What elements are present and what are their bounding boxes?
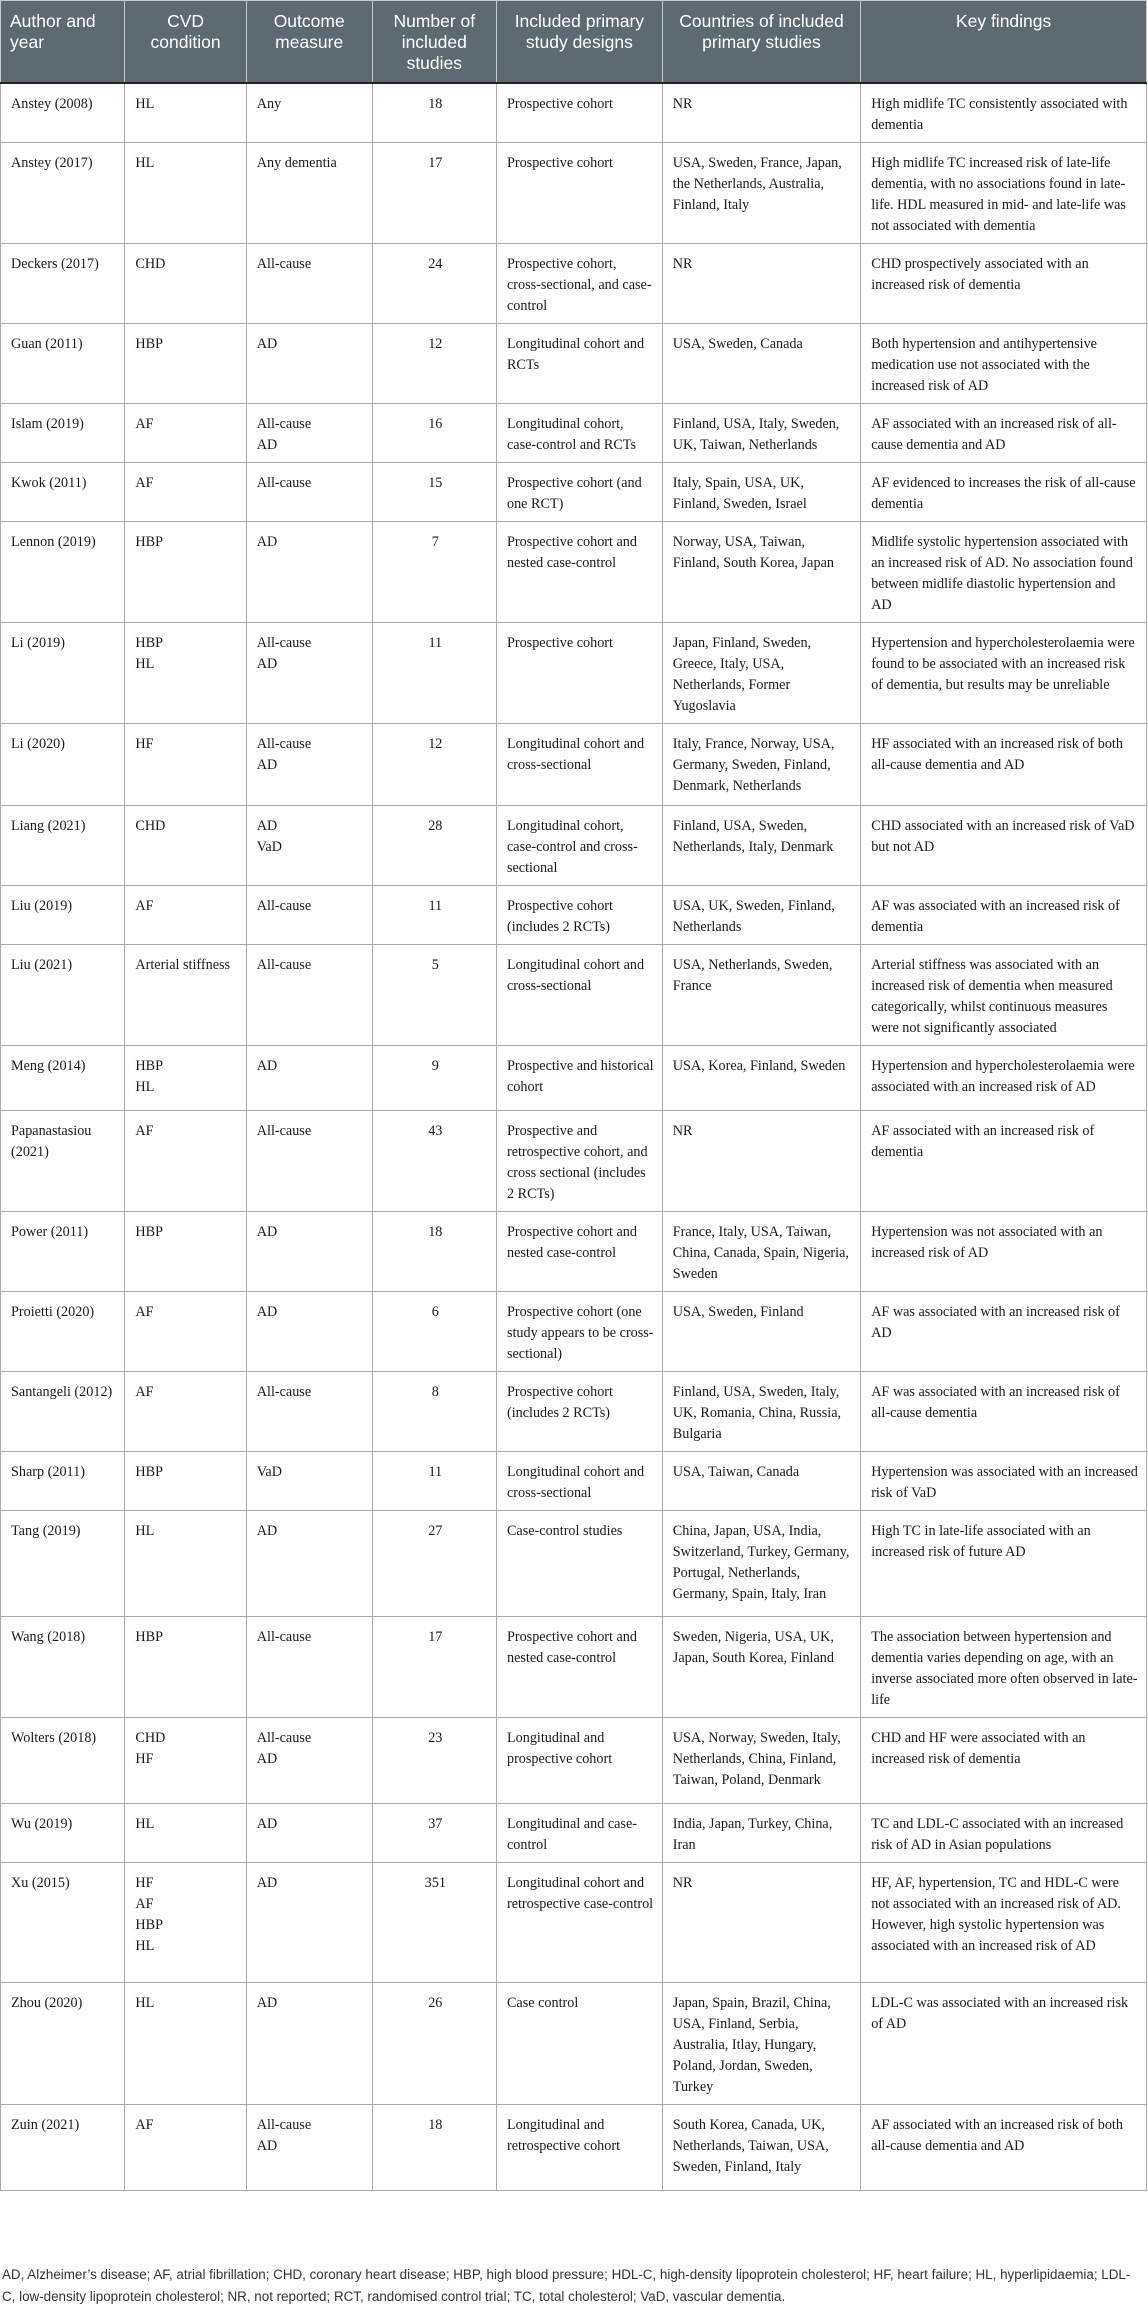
cell-key-findings: AF associated with an increased risk of dementia xyxy=(861,1111,1147,1212)
cell-key-findings: CHD associated with an increased risk of VaD but not AD xyxy=(861,806,1147,886)
cell-outcome-measure xyxy=(246,83,372,143)
cell-author-year: Liu (2019) xyxy=(1,886,125,945)
cell-countries: USA, Sweden, France, Japan, the Netherlands, Australia, Finland, Italy xyxy=(662,143,860,244)
table-row xyxy=(1,1212,1147,1292)
cell-study-designs: Prospective cohort xyxy=(496,143,662,244)
cell-countries: NR xyxy=(662,83,860,143)
cell-cvd-condition xyxy=(125,324,246,404)
cell-number-of-studies: 5 xyxy=(372,945,496,1046)
cell-author-year: Tang (2019) xyxy=(1,1511,125,1617)
table-row xyxy=(1,1292,1147,1372)
cell-cvd-condition-line: AF xyxy=(135,898,154,914)
cell-number-of-studies: 43 xyxy=(372,1111,496,1212)
table-row xyxy=(1,1617,1147,1718)
cell-key-findings: Hypertension and hypercholesterolaemia were associated with an increased risk of AD xyxy=(861,1046,1147,1111)
cell-key-findings: AF was associated with an increased risk of AD xyxy=(861,1292,1147,1372)
cell-cvd-condition-line: HBP xyxy=(135,336,163,352)
cell-number-of-studies: 17 xyxy=(372,143,496,244)
cell-outcome-measure xyxy=(246,463,372,522)
cell-study-designs: Longitudinal cohort and RCTs xyxy=(496,324,662,404)
cell-number-of-studies: 6 xyxy=(372,1292,496,1372)
table-row xyxy=(1,724,1147,806)
cell-cvd-condition xyxy=(125,1046,246,1111)
cell-outcome-measure xyxy=(246,2105,372,2191)
cell-author-year: Anstey (2017) xyxy=(1,143,125,244)
cell-cvd-condition xyxy=(125,522,246,623)
cell-outcome-measure-line: Any xyxy=(256,96,282,112)
cell-key-findings: HF, AF, hypertension, TC and HDL-C were not associated with an increased risk of AD. However, high systolic hypertension was associated with an increased risk of AD xyxy=(861,1863,1147,1983)
cell-outcome-measure xyxy=(246,623,372,724)
cell-study-designs: Case control xyxy=(496,1983,662,2105)
table-row xyxy=(1,324,1147,404)
cell-outcome-measure-line: AD xyxy=(256,1304,278,1320)
cell-cvd-condition xyxy=(125,1212,246,1292)
cell-outcome-measure xyxy=(246,324,372,404)
cell-cvd-condition-line: HL xyxy=(135,656,155,672)
cell-author-year: Liu (2021) xyxy=(1,945,125,1046)
cell-outcome-measure xyxy=(246,1983,372,2105)
cell-cvd-condition-line: AF xyxy=(135,2117,154,2133)
cell-key-findings: Both hypertension and antihypertensive medication use not associated with the increased risk of AD xyxy=(861,324,1147,404)
cell-author-year: Liang (2021) xyxy=(1,806,125,886)
cell-countries: USA, Netherlands, Sweden, France xyxy=(662,945,860,1046)
cell-outcome-measure-line: AD xyxy=(256,534,278,550)
cell-countries: NR xyxy=(662,1863,860,1983)
cell-countries: USA, Sweden, Finland xyxy=(662,1292,860,1372)
cell-author-year: Islam (2019) xyxy=(1,404,125,463)
cell-countries: USA, Norway, Sweden, Italy, Netherlands, China, Finland, Taiwan, Poland, Denmark xyxy=(662,1718,860,1804)
cell-cvd-condition xyxy=(125,1292,246,1372)
cell-key-findings: CHD and HF were associated with an increased risk of dementia xyxy=(861,1718,1147,1804)
cell-author-year: Li (2019) xyxy=(1,623,125,724)
cell-outcome-measure-line: AD xyxy=(256,1875,278,1891)
cell-cvd-condition-line: HF xyxy=(135,736,154,752)
cell-outcome-measure xyxy=(246,1372,372,1452)
cell-cvd-condition xyxy=(125,886,246,945)
cell-cvd-condition-line: CHD xyxy=(135,1730,166,1746)
cell-outcome-measure xyxy=(246,1804,372,1863)
cell-study-designs: Case-control studies xyxy=(496,1511,662,1617)
cell-study-designs: Longitudinal and retrospective cohort xyxy=(496,2105,662,2191)
cell-outcome-measure xyxy=(246,1511,372,1617)
header-countries: Countries of included primary studies xyxy=(662,1,860,84)
cell-outcome-measure-line: All-cause xyxy=(256,898,312,914)
cell-cvd-condition xyxy=(125,623,246,724)
cell-countries: Japan, Finland, Sweden, Greece, Italy, USA, Netherlands, Former Yugoslavia xyxy=(662,623,860,724)
cell-study-designs: Longitudinal cohort and cross-sectional xyxy=(496,945,662,1046)
cell-author-year: Kwok (2011) xyxy=(1,463,125,522)
table-row xyxy=(1,1804,1147,1863)
header-number-of-studies: Number of included studies xyxy=(372,1,496,84)
cell-study-designs: Prospective cohort xyxy=(496,623,662,724)
cell-study-designs: Prospective cohort and nested case-control xyxy=(496,522,662,623)
cell-outcome-measure xyxy=(246,404,372,463)
cell-number-of-studies: 37 xyxy=(372,1804,496,1863)
cell-number-of-studies: 15 xyxy=(372,463,496,522)
cell-cvd-condition xyxy=(125,1111,246,1212)
cell-countries: China, Japan, USA, India, Switzerland, Turkey, Germany, Portugal, Netherlands, Germany, Spain, Italy, Iran xyxy=(662,1511,860,1617)
cell-cvd-condition xyxy=(125,463,246,522)
cell-key-findings: Hypertension and hypercholesterolaemia were found to be associated with an increased risk of dementia, but results may be unreliable xyxy=(861,623,1147,724)
table-row xyxy=(1,143,1147,244)
cell-outcome-measure-line: AD xyxy=(256,1816,278,1832)
cell-countries: South Korea, Canada, UK, Netherlands, Taiwan, USA, Sweden, Finland, Italy xyxy=(662,2105,860,2191)
cell-outcome-measure-line: VaD xyxy=(256,1464,282,1480)
cell-author-year: Li (2020) xyxy=(1,724,125,806)
cell-number-of-studies: 26 xyxy=(372,1983,496,2105)
cell-countries: Italy, France, Norway, USA, Germany, Sweden, Finland, Denmark, Netherlands xyxy=(662,724,860,806)
table-row xyxy=(1,1983,1147,2105)
cell-countries: NR xyxy=(662,1111,860,1212)
cell-cvd-condition-line: HBP xyxy=(135,635,163,651)
cell-key-findings: Hypertension was not associated with an increased risk of AD xyxy=(861,1212,1147,1292)
cell-author-year: Santangeli (2012) xyxy=(1,1372,125,1452)
cell-outcome-measure-line: All-cause xyxy=(256,635,312,651)
cell-key-findings: High midlife TC consistently associated with dementia xyxy=(861,83,1147,143)
cell-cvd-condition xyxy=(125,724,246,806)
table-row xyxy=(1,1372,1147,1452)
cell-cvd-condition xyxy=(125,83,246,143)
cell-key-findings: AF associated with an increased risk of both all-cause dementia and AD xyxy=(861,2105,1147,2191)
cell-author-year: Proietti (2020) xyxy=(1,1292,125,1372)
cell-number-of-studies: 8 xyxy=(372,1372,496,1452)
cell-outcome-measure-line: AD xyxy=(256,1058,278,1074)
cell-outcome-measure-line: AD xyxy=(256,1995,278,2011)
cell-cvd-condition-line: AF xyxy=(135,1304,154,1320)
cell-countries: Finland, USA, Italy, Sweden, UK, Taiwan, Netherlands xyxy=(662,404,860,463)
cell-cvd-condition-line: HL xyxy=(135,155,155,171)
cell-cvd-condition-line: AF xyxy=(135,1384,154,1400)
cell-outcome-measure-line: All-cause xyxy=(256,416,312,432)
cell-cvd-condition-line: CHD xyxy=(135,256,166,272)
cell-key-findings: AF was associated with an increased risk of dementia xyxy=(861,886,1147,945)
cell-number-of-studies: 16 xyxy=(372,404,496,463)
cell-number-of-studies: 18 xyxy=(372,1212,496,1292)
cell-cvd-condition-line: HBP xyxy=(135,1224,163,1240)
cell-outcome-measure-line: All-cause xyxy=(256,475,312,491)
cell-number-of-studies: 28 xyxy=(372,806,496,886)
cell-countries: Norway, USA, Taiwan, Finland, South Korea, Japan xyxy=(662,522,860,623)
cell-key-findings: Midlife systolic hypertension associated with an increased risk of AD. No association found between midlife diastolic hypertension and AD xyxy=(861,522,1147,623)
cell-study-designs: Longitudinal cohort and cross-sectional xyxy=(496,1452,662,1511)
cell-key-findings: Hypertension was associated with an increased risk of VaD xyxy=(861,1452,1147,1511)
cell-author-year: Meng (2014) xyxy=(1,1046,125,1111)
table-footnote: AD, Alzheimer’s disease; AF, atrial fibrillation; CHD, coronary heart disease; HBP, high blood pressure; HDL-C, high-density lipoprotein cholesterol; HF, heart failure; HL, hyperlipidaemia; LDL-C, low-density lipoprotein cholesterol; NR, not reported; RCT, randomised control trial; TC, total cholesterol; VaD, vascular dementia. xyxy=(2,2267,1131,2304)
cell-outcome-measure xyxy=(246,1617,372,1718)
cell-key-findings: AF associated with an increased risk of all-cause dementia and AD xyxy=(861,404,1147,463)
cell-countries: Finland, USA, Sweden, Netherlands, Italy, Denmark xyxy=(662,806,860,886)
cell-cvd-condition-line: AF xyxy=(135,416,154,432)
cell-countries: NR xyxy=(662,244,860,324)
cell-number-of-studies: 27 xyxy=(372,1511,496,1617)
cell-outcome-measure xyxy=(246,522,372,623)
cell-countries: Finland, USA, Sweden, Italy, UK, Romania, China, Russia, Bulgaria xyxy=(662,1372,860,1452)
cell-outcome-measure-line: AD xyxy=(256,1224,278,1240)
cell-number-of-studies: 12 xyxy=(372,724,496,806)
table-header-row xyxy=(1,1,1147,84)
table-body xyxy=(1,83,1147,2191)
cell-outcome-measure-line: All-cause xyxy=(256,1123,312,1139)
cell-countries: India, Japan, Turkey, China, Iran xyxy=(662,1804,860,1863)
cell-cvd-condition xyxy=(125,143,246,244)
cell-outcome-measure-line: All-cause xyxy=(256,1629,312,1645)
cell-cvd-condition xyxy=(125,1718,246,1804)
table-row xyxy=(1,244,1147,324)
cell-study-designs: Longitudinal cohort and cross-sectional xyxy=(496,724,662,806)
cell-outcome-measure xyxy=(246,1212,372,1292)
cell-key-findings: LDL-C was associated with an increased risk of AD xyxy=(861,1983,1147,2105)
cell-key-findings: HF associated with an increased risk of both all-cause dementia and AD xyxy=(861,724,1147,806)
cell-countries: France, Italy, USA, Taiwan, China, Canada, Spain, Nigeria, Sweden xyxy=(662,1212,860,1292)
cell-number-of-studies: 11 xyxy=(372,623,496,724)
cell-study-designs: Prospective and retrospective cohort, and cross sectional (includes 2 RCTs) xyxy=(496,1111,662,1212)
cell-cvd-condition-line: HBP xyxy=(135,1917,163,1933)
cell-cvd-condition-line: HBP xyxy=(135,1629,163,1645)
table-row xyxy=(1,1452,1147,1511)
table-row xyxy=(1,404,1147,463)
cell-outcome-measure-line: AD xyxy=(256,437,278,453)
cell-author-year: Wang (2018) xyxy=(1,1617,125,1718)
cell-outcome-measure-line: All-cause xyxy=(256,1730,312,1746)
cell-outcome-measure-line: AD xyxy=(256,1751,278,1767)
cell-cvd-condition-line: HBP xyxy=(135,1464,163,1480)
cell-outcome-measure-line: VaD xyxy=(256,839,282,855)
cell-outcome-measure-line: AD xyxy=(256,757,278,773)
cell-outcome-measure-line: AD xyxy=(256,656,278,672)
cell-number-of-studies: 23 xyxy=(372,1718,496,1804)
cell-cvd-condition xyxy=(125,1863,246,1983)
table-row xyxy=(1,1718,1147,1804)
table-row xyxy=(1,945,1147,1046)
cell-outcome-measure-line: AD xyxy=(256,1523,278,1539)
cell-key-findings: High TC in late-life associated with an increased risk of future AD xyxy=(861,1511,1147,1617)
cell-key-findings: AF was associated with an increased risk of all-cause dementia xyxy=(861,1372,1147,1452)
cell-cvd-condition xyxy=(125,945,246,1046)
table-row xyxy=(1,1863,1147,1983)
cell-cvd-condition-line: AF xyxy=(135,1896,154,1912)
cell-outcome-measure xyxy=(246,143,372,244)
cell-author-year: Anstey (2008) xyxy=(1,83,125,143)
cell-outcome-measure xyxy=(246,1718,372,1804)
cell-study-designs: Prospective cohort, cross-sectional, and case-control xyxy=(496,244,662,324)
table-row xyxy=(1,886,1147,945)
cell-cvd-condition xyxy=(125,1804,246,1863)
cell-countries: Italy, Spain, USA, UK, Finland, Sweden, Israel xyxy=(662,463,860,522)
header-cvd-condition: CVD condition xyxy=(125,1,246,84)
cell-outcome-measure-line: Any dementia xyxy=(256,155,337,171)
cell-study-designs: Prospective and historical cohort xyxy=(496,1046,662,1111)
cell-author-year: Power (2011) xyxy=(1,1212,125,1292)
cell-countries: USA, UK, Sweden, Finland, Netherlands xyxy=(662,886,860,945)
cell-cvd-condition xyxy=(125,1372,246,1452)
cell-author-year: Zuin (2021) xyxy=(1,2105,125,2191)
cell-study-designs: Prospective cohort (includes 2 RCTs) xyxy=(496,886,662,945)
cell-outcome-measure xyxy=(246,1111,372,1212)
cell-study-designs: Longitudinal cohort and retrospective case-control xyxy=(496,1863,662,1983)
cell-number-of-studies: 18 xyxy=(372,83,496,143)
cell-cvd-condition-line: HF xyxy=(135,1751,154,1767)
cell-cvd-condition xyxy=(125,404,246,463)
header-author-year: Author and year xyxy=(1,1,125,84)
cell-outcome-measure xyxy=(246,1046,372,1111)
table-row xyxy=(1,1511,1147,1617)
cell-cvd-condition-line: Arterial stiffness xyxy=(135,957,231,973)
header-key-findings: Key findings xyxy=(861,1,1147,84)
cell-key-findings: TC and LDL-C associated with an increased risk of AD in Asian populations xyxy=(861,1804,1147,1863)
cell-author-year: Papanastasiou (2021) xyxy=(1,1111,125,1212)
table-row xyxy=(1,463,1147,522)
table-row xyxy=(1,522,1147,623)
cell-cvd-condition-line: HL xyxy=(135,1816,155,1832)
cell-outcome-measure xyxy=(246,886,372,945)
cell-cvd-condition xyxy=(125,244,246,324)
cell-study-designs: Prospective cohort and nested case-control xyxy=(496,1617,662,1718)
cell-outcome-measure-line: AD xyxy=(256,818,278,834)
cell-study-designs: Prospective cohort xyxy=(496,83,662,143)
cell-study-designs: Longitudinal and case-control xyxy=(496,1804,662,1863)
cell-key-findings: The association between hypertension and dementia varies depending on age, with an inverse associated more often observed in late-life xyxy=(861,1617,1147,1718)
cell-cvd-condition-line: CHD xyxy=(135,818,166,834)
cell-study-designs: Prospective cohort (and one RCT) xyxy=(496,463,662,522)
cell-number-of-studies: 9 xyxy=(372,1046,496,1111)
cell-number-of-studies: 12 xyxy=(372,324,496,404)
cell-outcome-measure-line: AD xyxy=(256,336,278,352)
cell-cvd-condition-line: HF xyxy=(135,1875,154,1891)
cell-study-designs: Longitudinal and prospective cohort xyxy=(496,1718,662,1804)
header-outcome-measure: Outcome measure xyxy=(246,1,372,84)
cell-key-findings: AF evidenced to increases the risk of all-cause dementia xyxy=(861,463,1147,522)
cell-outcome-measure xyxy=(246,244,372,324)
table-row xyxy=(1,83,1147,143)
cell-cvd-condition-line: HL xyxy=(135,1995,155,2011)
cell-cvd-condition xyxy=(125,1452,246,1511)
cell-outcome-measure-line: All-cause xyxy=(256,957,312,973)
cell-author-year: Zhou (2020) xyxy=(1,1983,125,2105)
cell-study-designs: Longitudinal cohort, case-control and RCTs xyxy=(496,404,662,463)
cell-number-of-studies: 18 xyxy=(372,2105,496,2191)
cell-cvd-condition xyxy=(125,1983,246,2105)
cell-key-findings: High midlife TC increased risk of late-life dementia, with no associations found in late-life. HDL measured in mid- and late-life was not associated with dementia xyxy=(861,143,1147,244)
cell-key-findings: Arterial stiffness was associated with an increased risk of dementia when measured categorically, whilst continuous measures were not significantly associated xyxy=(861,945,1147,1046)
cell-author-year: Deckers (2017) xyxy=(1,244,125,324)
cell-cvd-condition xyxy=(125,1511,246,1617)
cell-outcome-measure xyxy=(246,1292,372,1372)
cell-countries: USA, Taiwan, Canada xyxy=(662,1452,860,1511)
cell-study-designs: Prospective cohort (includes 2 RCTs) xyxy=(496,1372,662,1452)
cell-countries: USA, Korea, Finland, Sweden xyxy=(662,1046,860,1111)
cell-number-of-studies: 24 xyxy=(372,244,496,324)
cell-outcome-measure xyxy=(246,945,372,1046)
cell-countries: USA, Sweden, Canada xyxy=(662,324,860,404)
table-row xyxy=(1,1046,1147,1111)
cell-key-findings: CHD prospectively associated with an increased risk of dementia xyxy=(861,244,1147,324)
cell-cvd-condition-line: HL xyxy=(135,1523,155,1539)
cell-number-of-studies: 11 xyxy=(372,1452,496,1511)
cell-number-of-studies: 11 xyxy=(372,886,496,945)
table-row xyxy=(1,2105,1147,2191)
cell-study-designs: Prospective cohort (one study appears to be cross-sectional) xyxy=(496,1292,662,1372)
cell-study-designs: Prospective cohort and nested case-control xyxy=(496,1212,662,1292)
cell-cvd-condition-line: AF xyxy=(135,1123,154,1139)
cell-countries: Sweden, Nigeria, USA, UK, Japan, South Korea, Finland xyxy=(662,1617,860,1718)
header-study-designs: Included primary study designs xyxy=(496,1,662,84)
cell-cvd-condition xyxy=(125,1617,246,1718)
cell-study-designs: Longitudinal cohort, case-control and cross-sectional xyxy=(496,806,662,886)
cell-cvd-condition-line: HL xyxy=(135,1079,155,1095)
cell-outcome-measure xyxy=(246,724,372,806)
cell-outcome-measure-line: All-cause xyxy=(256,1384,312,1400)
cell-author-year: Xu (2015) xyxy=(1,1863,125,1983)
cell-author-year: Wu (2019) xyxy=(1,1804,125,1863)
cell-author-year: Lennon (2019) xyxy=(1,522,125,623)
table-row xyxy=(1,806,1147,886)
cell-cvd-condition-line: HL xyxy=(135,96,155,112)
cell-cvd-condition-line: AF xyxy=(135,475,154,491)
cell-cvd-condition-line: HBP xyxy=(135,534,163,550)
cell-outcome-measure-line: AD xyxy=(256,2138,278,2154)
cell-author-year: Guan (2011) xyxy=(1,324,125,404)
cell-outcome-measure-line: All-cause xyxy=(256,736,312,752)
table-row xyxy=(1,1111,1147,1212)
cell-outcome-measure xyxy=(246,806,372,886)
cell-author-year: Wolters (2018) xyxy=(1,1718,125,1804)
cell-outcome-measure-line: All-cause xyxy=(256,256,312,272)
cell-number-of-studies: 17 xyxy=(372,1617,496,1718)
table-row xyxy=(1,623,1147,724)
cell-cvd-condition-line: HBP xyxy=(135,1058,163,1074)
cell-outcome-measure xyxy=(246,1863,372,1983)
cell-countries: Japan, Spain, Brazil, China, USA, Finland, Serbia, Australia, Itlay, Hungary, Poland, Jordan, Sweden, Turkey xyxy=(662,1983,860,2105)
cell-number-of-studies: 351 xyxy=(372,1863,496,1983)
cell-outcome-measure xyxy=(246,1452,372,1511)
cell-cvd-condition-line: HL xyxy=(135,1938,155,1954)
cell-cvd-condition xyxy=(125,806,246,886)
cell-author-year: Sharp (2011) xyxy=(1,1452,125,1511)
cell-cvd-condition xyxy=(125,2105,246,2191)
cell-number-of-studies: 7 xyxy=(372,522,496,623)
cell-outcome-measure-line: All-cause xyxy=(256,2117,312,2133)
